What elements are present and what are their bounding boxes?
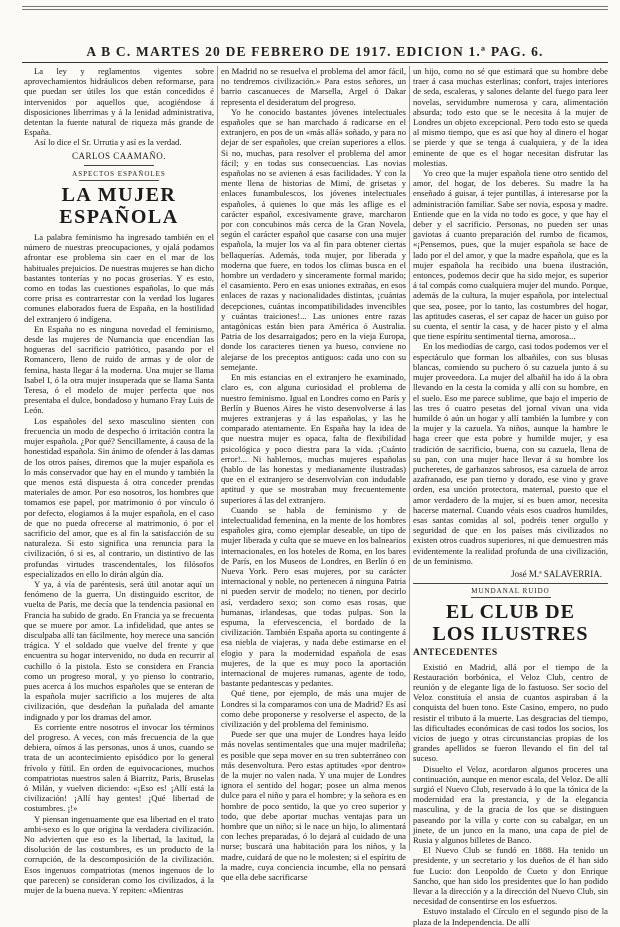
paragraph: Existió en Madrid, allá por el tiempo de la Restauración borbónica, el Veloz Club, centro de reunión y de elegante liga de lo fastuoso. Ser socio del Veloz constituía el ansia de cuantos aspiraban á la conquista del buen tono. Este Casino, empero, no pudo resistir el tributo á la muerte. Las desgracias del tiempo, las dificultades económicas de casi todos los socios, los vicios de juego y otras circunstancias propias de los grandes apellidos se fueron llevando el fin del tal suceso. <box>413 661 608 764</box>
paragraph: En los mediodías de cargo, casi todos podemos ver el espectáculo que forman los albañiles, con sus blusas blancas, comiendo su puchero ó su cazuela junto á su mujer proveedora. La mujer del albañil ha ido á la obra llevando en la cesta la comida y allí con su hombre, en el suelo. Eso me parece sublime, que bajo el imperio de las tres ó cuatro pesetas del jornal vivan una vida humilde ó aún un hogar y allí también la lumbre y con la mujer y la cazuela. Ya niños, aunque la hambre le haga creer que esta pobre y humilde mujer, y esa tradición de sacrificio, buena, con su cazuela, llena de su pan, con una mujer hace llevar á su hombre los pucheretes, de garbanzos sabrosos, esa cazuela de arroz azafranado, ese pan tierno y dorado, ese vino y grave orden, esa unción protectora, maternal, puesto que el amor verdadero de la mujer, si es buen amor, necesita hacerse maternal. Cuando véais esos cuadros humildes, esas santas comidas al sol, podréis tener orgullo y seguridad de que en los países más civilizados no existen otros cuadros superiores, ni que demuestren más evidentemente la realidad profunda de una civilización, de un feminismo. <box>413 341 608 566</box>
paragraph: Yo he conocido bastantes jóvenes intelectuales españoles que se han marchado á radicarse en el extranjero, en pos de un «más allá» soñado, y para no dejar de ser españoles, que creían superiores a ellos. Si no, muchas, para resolver el problema del amor fácil; y en todas sus consecuencias. Las novias españolas no se avienen á esas facilidades. Y con la mente llena de historias de Mimí, de grisetas y enlaces funambulescos, los jóvenes intelectuales españoles, á quienes lo que más les aflige es el carácter español, excesivamente grave, marcharon por con concubinos más cerca de la Gran Novela, según el carácter español que casarse con una mujer española, la mujer los va al fin para obtener ciertas bellaquerías. Además, toda mujer, por liberada y moderna que fuere, en todos los climas busca en el hombre un verdadero y sinceramente formal marido; el casamiento. Pero en esas uniones extrañas, en esos enlaces de razas y nacionalidades distintas, ¡cuántas decepciones, cuántas incompatibilidades invencibles y cuántas traiciones!... Las uniones entre razas antagónicas están bien para América ó Australia. Patria de los desarraigados; pero en la vieja Europa, donde los caracteres tienen ya hueso, conviene no alejarse de los preceptos antiguos: cada uno con su semejante. <box>221 106 406 372</box>
top-border <box>22 6 608 10</box>
section-kicker: MUNDANAL RUIDO <box>471 587 550 596</box>
section-kicker: ASPECTOS ESPAÑOLES <box>72 169 166 178</box>
kicker-rule <box>471 597 551 598</box>
article-body <box>24 232 214 895</box>
author-signature: CARLOS CAAMAÑO. <box>71 150 166 161</box>
column-divider <box>217 66 218 851</box>
column-1 <box>24 66 214 896</box>
paragraph: La ley y reglamentos vigentes sobre aprovechamientos hidráulicos deben reformarse, para que puedan ser útiles los que están concedidos é intervenidos por aquellos que, acogiéndose á disposiciones liberrimas y á la lenidad administrativa, detentan la fuente natural de riqueza más grande de España. <box>24 66 214 138</box>
paragraph: Disuelto el Veloz, acordaron algunos proceres una continuación, aunque en menor escala, del Veloz. De allí surgió el Nuevo Club, reservado á lo que la tónica de la modernidad era la prestancia, y de la elegancia masculina, y de la gracia de los que se distinguen paseando por la villa y corte con su cabalgar, en un jinete, de un junco en la mano, una capa de piel de Rusia y algunos billetes de Banco. <box>413 763 608 846</box>
paragraph: Puede ser que una mujer de Londres haya leído más novelas sentimentales que una mujer madrileña; es posible que sepa mover en su tren subterráneo con más desenvoltura. Pero estas aptitudes «por dentro» de la mujer no valen nada. Y una mujer de Londres ignora el sentido del hogar; posee un alma menos dulce para el niño y para el hombre; y la señora es en hombre de poco sentido, la que yo creo superior y todo, que debe aportar muchas ventajas para un hombre que un niño; si le nace un hijo, lo alimentará con leches preparadas, ó lo dejará al cuidado de una nurse; buscará una habitación para los niños, y la madre, cuidará de que no le molesten; si el espíritu de la madre, cuya conciencia incumbe, ella no pensará que ella debe sacrificarse <box>221 729 406 883</box>
paragraph: un hijo, como no sé que estimará que su hombre debe traer á casa muchas esterlinas; confort, trajes interiores de seda, escaleras, y salones delante del fuego para leer novelas, servidumbre numerosa y cara, alimentación absurda; todo esto que se le necesita á la mujer de Londres un objeto excepcional. Pero todo esto se queda al mismo tiempo, que es así que hoy al dinero el hogar se pierde y que se tenga á cualquiera, y de la idea eminente de que es el hogar necesitan disfrutar las molestias. <box>413 66 608 168</box>
paragraph: Cuando se habla de feminismo y de intelectualidad femenina, en la mente de los hombres españoles gira, como ejemplar deseable, un tipo de mujer liberada y culta que se mueve en los balnearios internacionales, en los hoteles de Roma, en los bares de París, en los Museos de Londres, en Berlín ó en Nueva York. Pero esas mujeres, por su carácter internacional y noble, no pertenecen á ninguna Patria ni pueden servir de modelo; no tienen, por decirlo así, verdadero sexo; son como esas rosas, que humanas, irlandesas, que todas pulpas. Son la espuma, la efervescencia, el bordado de la civilización. También España aporta su contingente á esa niebla de viajeras, y nada debe estimarse en el elogio y para la modernidad española de esas mujeres, de la que es muy poco la aportación internacional de mujeres rumanas, agente de todo, bastante pedantescas y pedantes. <box>221 504 406 689</box>
paragraph: Qué tiene, por ejemplo, de más una mujer de Londres si la comparamos con una de Madrid? Es así como debe proponerse y resolverse el aspecto, de la civilización y del problema del feminismo. <box>221 688 406 729</box>
paragraph: Es corriente entre nosotros el invocar los términos del progreso. A veces, con más frecuencia de la que debiera, oímos á las personas, unos á unos, cuando se trata de un acontecimiento episódico por lo general frívolo y fútil. En orden de equivocaciones, muchos compatriotas nuestros salen á Biarritz, Paris, Bruselas ó Milán, y vuelven diciendo: «¡Eso es! ¡Allí está la civilización! ¡Allí hay gentes! ¡Qué libertad de costumbres. ¡!» <box>24 721 214 814</box>
paragraph: En mis estancias en el extranjero he examinado, claro es, con alguna curiosidad el problema de nuestro feminismo. Igual en Londres como en París y Berlín y Buenos Aires he visto desenvolverse á las mujeres extranjeras y á las españolas, y las he comparado atentamente. En España hay la idea de que nuestra mujer es opaca, falta de flexibilidad psicológica y poco diestra para la vida. ¡Cuánto error!... Ni hablemos, muchas mujeres españolas (hablo de las honestas y medianamente ilustradas) que en el extranjero se desenvolvían con indudable aptitud y que se mostraban muy frecuentemente superiores á las del extranjero. <box>221 372 406 505</box>
section-rule <box>413 583 608 584</box>
paragraph: Los españoles del sexo masculino sienten con frecuencia un modo de despecho ó irritación contra la mujer española. ¿Por qué? Sencillamente, á causa de la honestidad española. Sin ánimo de ofender á las damas de los otros países, diremos que la mujer española es lo más conservador que hay en el mundo y también la que menos está dispuesta á otra conceder prendas materiales de amor. Por eso nosotros, los hombres que tomamos ese papel, por matrimonio ó por vínculo ó por defecto, elogiamos á la mujer española, en el caso de que no pueda ofrecerse al matrimonio, ó por el sacrificio del amor, que es al fin la satisfacción de su naturaleza. Si esto significa una renuncia para la civilización, ó si es, al contrario, un distintivo de las profundas virtudes trascendentales, los filósofos especializados en ello lo dirán algún día. <box>24 415 214 579</box>
paragraph: El Nuevo Club se fundó en 1888. Ha tenido un presidente, y un secretario y los dueños de él han sido fue Lucio: don Leopoldo de Cueto y don Enrique Sancho, que han sido los presidentes que lo han podido llevar a la dirección y a la dirección del Nuevo Club, sin necesidad de consentirse en los esfuerzos. <box>413 845 608 907</box>
header-page: PAG. 6. <box>490 44 544 59</box>
paragraph: en Madrid no se resuelva el problema del amor fácil, no tendremos civilización.» Para estos señores, un barrio cascanueces de Marsella, Argel ó Dakar representa el desideratum del progreso. <box>221 66 406 107</box>
paragraph: Yo creo que la mujer española tiene otro sentido del amor, del hogar, de los deberes. Su madre la ha enseñado á guisar, á tejer puntillas, á interesarse por la administración familiar. Sabe ser novia, esposa y madre. Entiende que en la vida no todo es goce, y que hay el deber y el sacrificio. Personas, no pueden ser unas gaviotas á cuanto preparación del rumbo de ficamos, «¡Pensemos, pues, que la mujer española se hace de lado por el del amor, y que la madre española, que es la mujer española ha recibido una buena ilustración, entonces, podemos decir que ha sido mejor, es superior á tal compás como cualquiera mujer del mundo. Porque, además de la cultura, la mujer española, por intelectual que sea, posee, por lo tanto, las costumbres del hogar, las aptitudes caseras, el ser capaz de hacer un guiso por su cuenta, el sentir la casa, y de hacer pisto y el alma que tiene espíritu sentimental tierna, amorosa... <box>413 168 608 342</box>
header-edition: EDICION 1.ª <box>396 44 487 59</box>
article-title: LA MUJER ESPAÑOLA <box>59 184 179 229</box>
article-title-line-2: LOS ILUSTRES <box>432 623 589 646</box>
header-publication: A B C. <box>86 44 132 59</box>
column-3 <box>413 66 608 927</box>
paragraph: Estuvo instalado el Círculo en el segundo piso de la plaza de la Independencia. De allí <box>413 906 608 927</box>
column-2 <box>221 66 406 883</box>
paragraph: Y ya, á vía de paréntesis, será útil anotar aquí un fenómeno de la guerra. Un distinguido escritor, de vuelta de París, me decía que la tendencia pasional en Francia ha subido de grado. En Francia ya se frecuenta que se muere por amor. La infidelidad, que antes se disculpaba allí tan fácilmente, hoy merece una sanción trágica. Y el soldado que vuelve del frente y que encuentra su hogar intervenido, no duda en recurrir al cuchillo ó la pistola. Esto se considera en Francia como un progreso moral, y yo pienso lo contrario, pues acerca á los muchos españoles que se enteran de la española mujer sacrificio a los mujeres de alta civilización, que desdeñan la puñalada del amante indignado y por los dramas del amor. <box>24 578 214 722</box>
intro-article <box>24 66 214 148</box>
header-date: MARTES 20 DE FEBRERO DE 1917. <box>136 44 392 59</box>
author-signature: José M.ª SALAVERRIA. <box>511 568 602 579</box>
article-subhead: ANTECEDENTES <box>413 648 498 659</box>
header-rule <box>22 62 608 63</box>
paragraph: La palabra feminismo ha ingresado también en el número de nuestras preocupaciones, y ojalá podamos afrontar ese problema sin caer en el mar de los habituales prejuicios. De nuestras mujeres se han dicho bastantes tonterías y no pocas groserías. Y es esto, como en todas las cuestiones españolas, lo que más corre prisa es contrarrestar con la verdad los lugares comunes elaborados fuera de España, en la hostilidad del extranjero ó indígena. <box>24 232 214 324</box>
article-title-line-1: EL CLUB DE <box>446 601 575 624</box>
paragraph: Así lo dice el Sr. Urrutia y así es la verdad. <box>34 137 182 148</box>
section-rule <box>84 165 154 166</box>
kicker-rule <box>79 180 159 181</box>
column-divider <box>409 66 410 851</box>
paragraph: Y piensan ingenuamente que esa libertad en el trato ambi-sexo es lo que origina la verdadera civilización. No advierten que eso es la libertad, la laxitud, la disolución de las costumbres, es un producto de la corrupción, de la descomposición de la civilización. Esos ingenuos compatriotas (menos ingenuos de lo que parecen) se consideran como los civilizados, á la mujer de la buena nueva. Y repiten: «Mientras <box>24 813 214 896</box>
paragraph: En España no es ninguna novedad el feminismo, desde las mujeres de Numancia que encendían las hogueras del sacrificio patriótico, pasando por el Romancero, lleno de ruido de armas y de olor de femina, hasta llegar á la moderna. Una mujer se llama Isabel I, ó la otra mujer insuperada que se llama Santa Teresa, ó el modelo de mujer perfecta que nos presentaba el dulce, bondadoso y humano Fray Luis de León. <box>24 323 214 416</box>
page-header <box>22 44 608 60</box>
